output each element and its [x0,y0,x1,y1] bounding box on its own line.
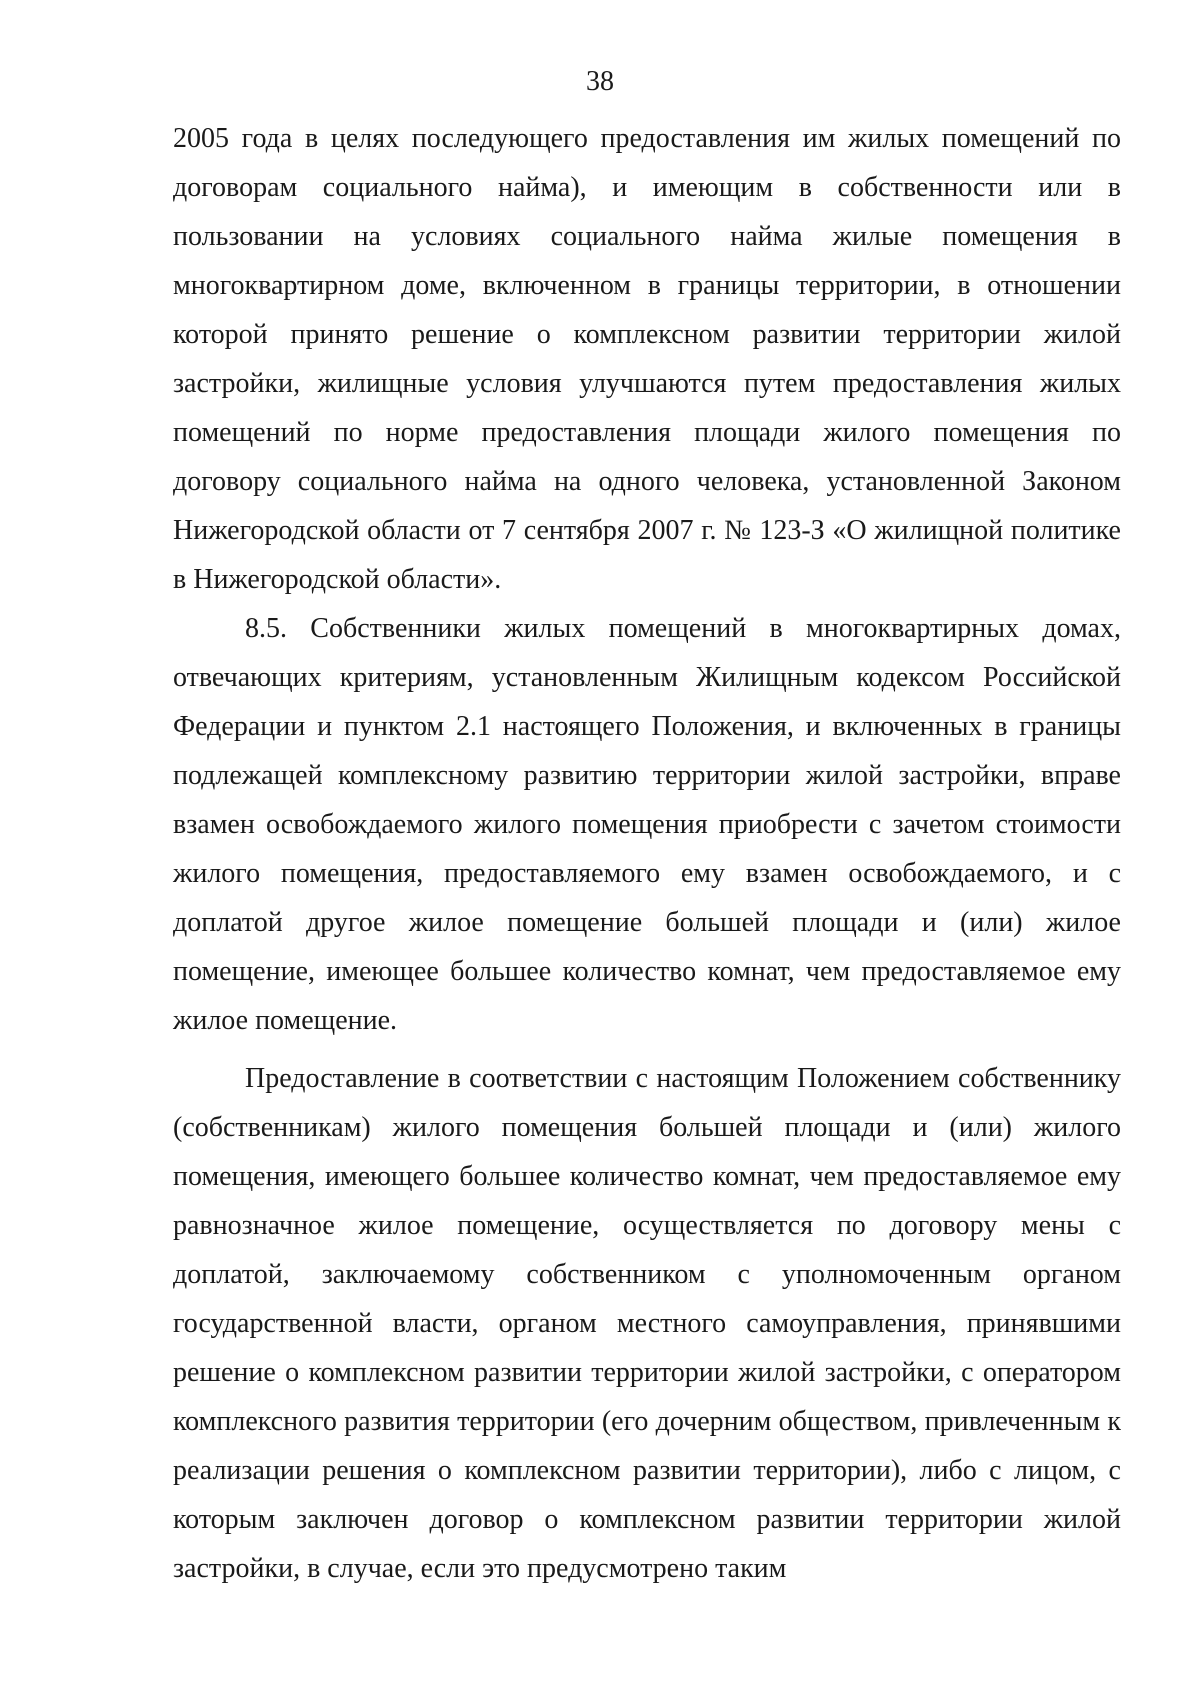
paragraph-continued-housing-conditions: 2005 года в целях последующего предоставления им жилых помещений по договорам социального найма), и имеющим в собственности или в пользовании на условиях социального найма жилые помещения в многоквартирном доме, включенном в границы территории, в отношении которой принято решение о комплексном развитии территории жилой застройки, жилищные условия улучшаются путем предоставления жилых помещений по норме предоставления площади жилого помещения по договору социального найма на одного человека, установленной Законом Нижегородской области от 7 сентября 2007 г. № 123-З «О жилищной политике в Нижегородской области». [173,123,1121,595]
page-number: 38 [586,66,614,97]
document-body [173,114,1121,1593]
paragraph-8-5-owners-rights: 8.5. Собственники жилых помещений в многоквартирных домах, отвечающих критериям, установленным Жилищным кодексом Российской Федерации и пунктом 2.1 настоящего Положения, и включенных в границы подлежащей комплексному развитию территории жилой застройки, вправе взамен освобождаемого жилого помещения приобрести с зачетом стоимости жилого помещения, предоставляемого ему взамен освобождаемого, и с доплатой другое жилое помещение большей площади и (или) жилое помещение, имеющее большее количество комнат, чем предоставляемое ему жилое помещение. [173,613,1121,1036]
paragraph-exchange-agreement: Предоставление в соответствии с настоящим Положением собственнику (собственникам) жилого помещения большей площади и (или) жилого помещения, имеющего большее количество комнат, чем предоставляемое ему равнозначное жилое помещение, осуществляется по договору мены с доплатой, заключаемому собственником с уполномоченным органом государственной власти, органом местного самоуправления, принявшими решение о комплексном развитии территории жилой застройки, с оператором комплексного развития территории (его дочерним обществом, привлеченным к реализации решения о комплексном развитии территории), либо с лицом, с которым заключен договор о комплексном развитии территории жилой застройки, в случае, если это предусмотрено таким [173,1063,1121,1584]
